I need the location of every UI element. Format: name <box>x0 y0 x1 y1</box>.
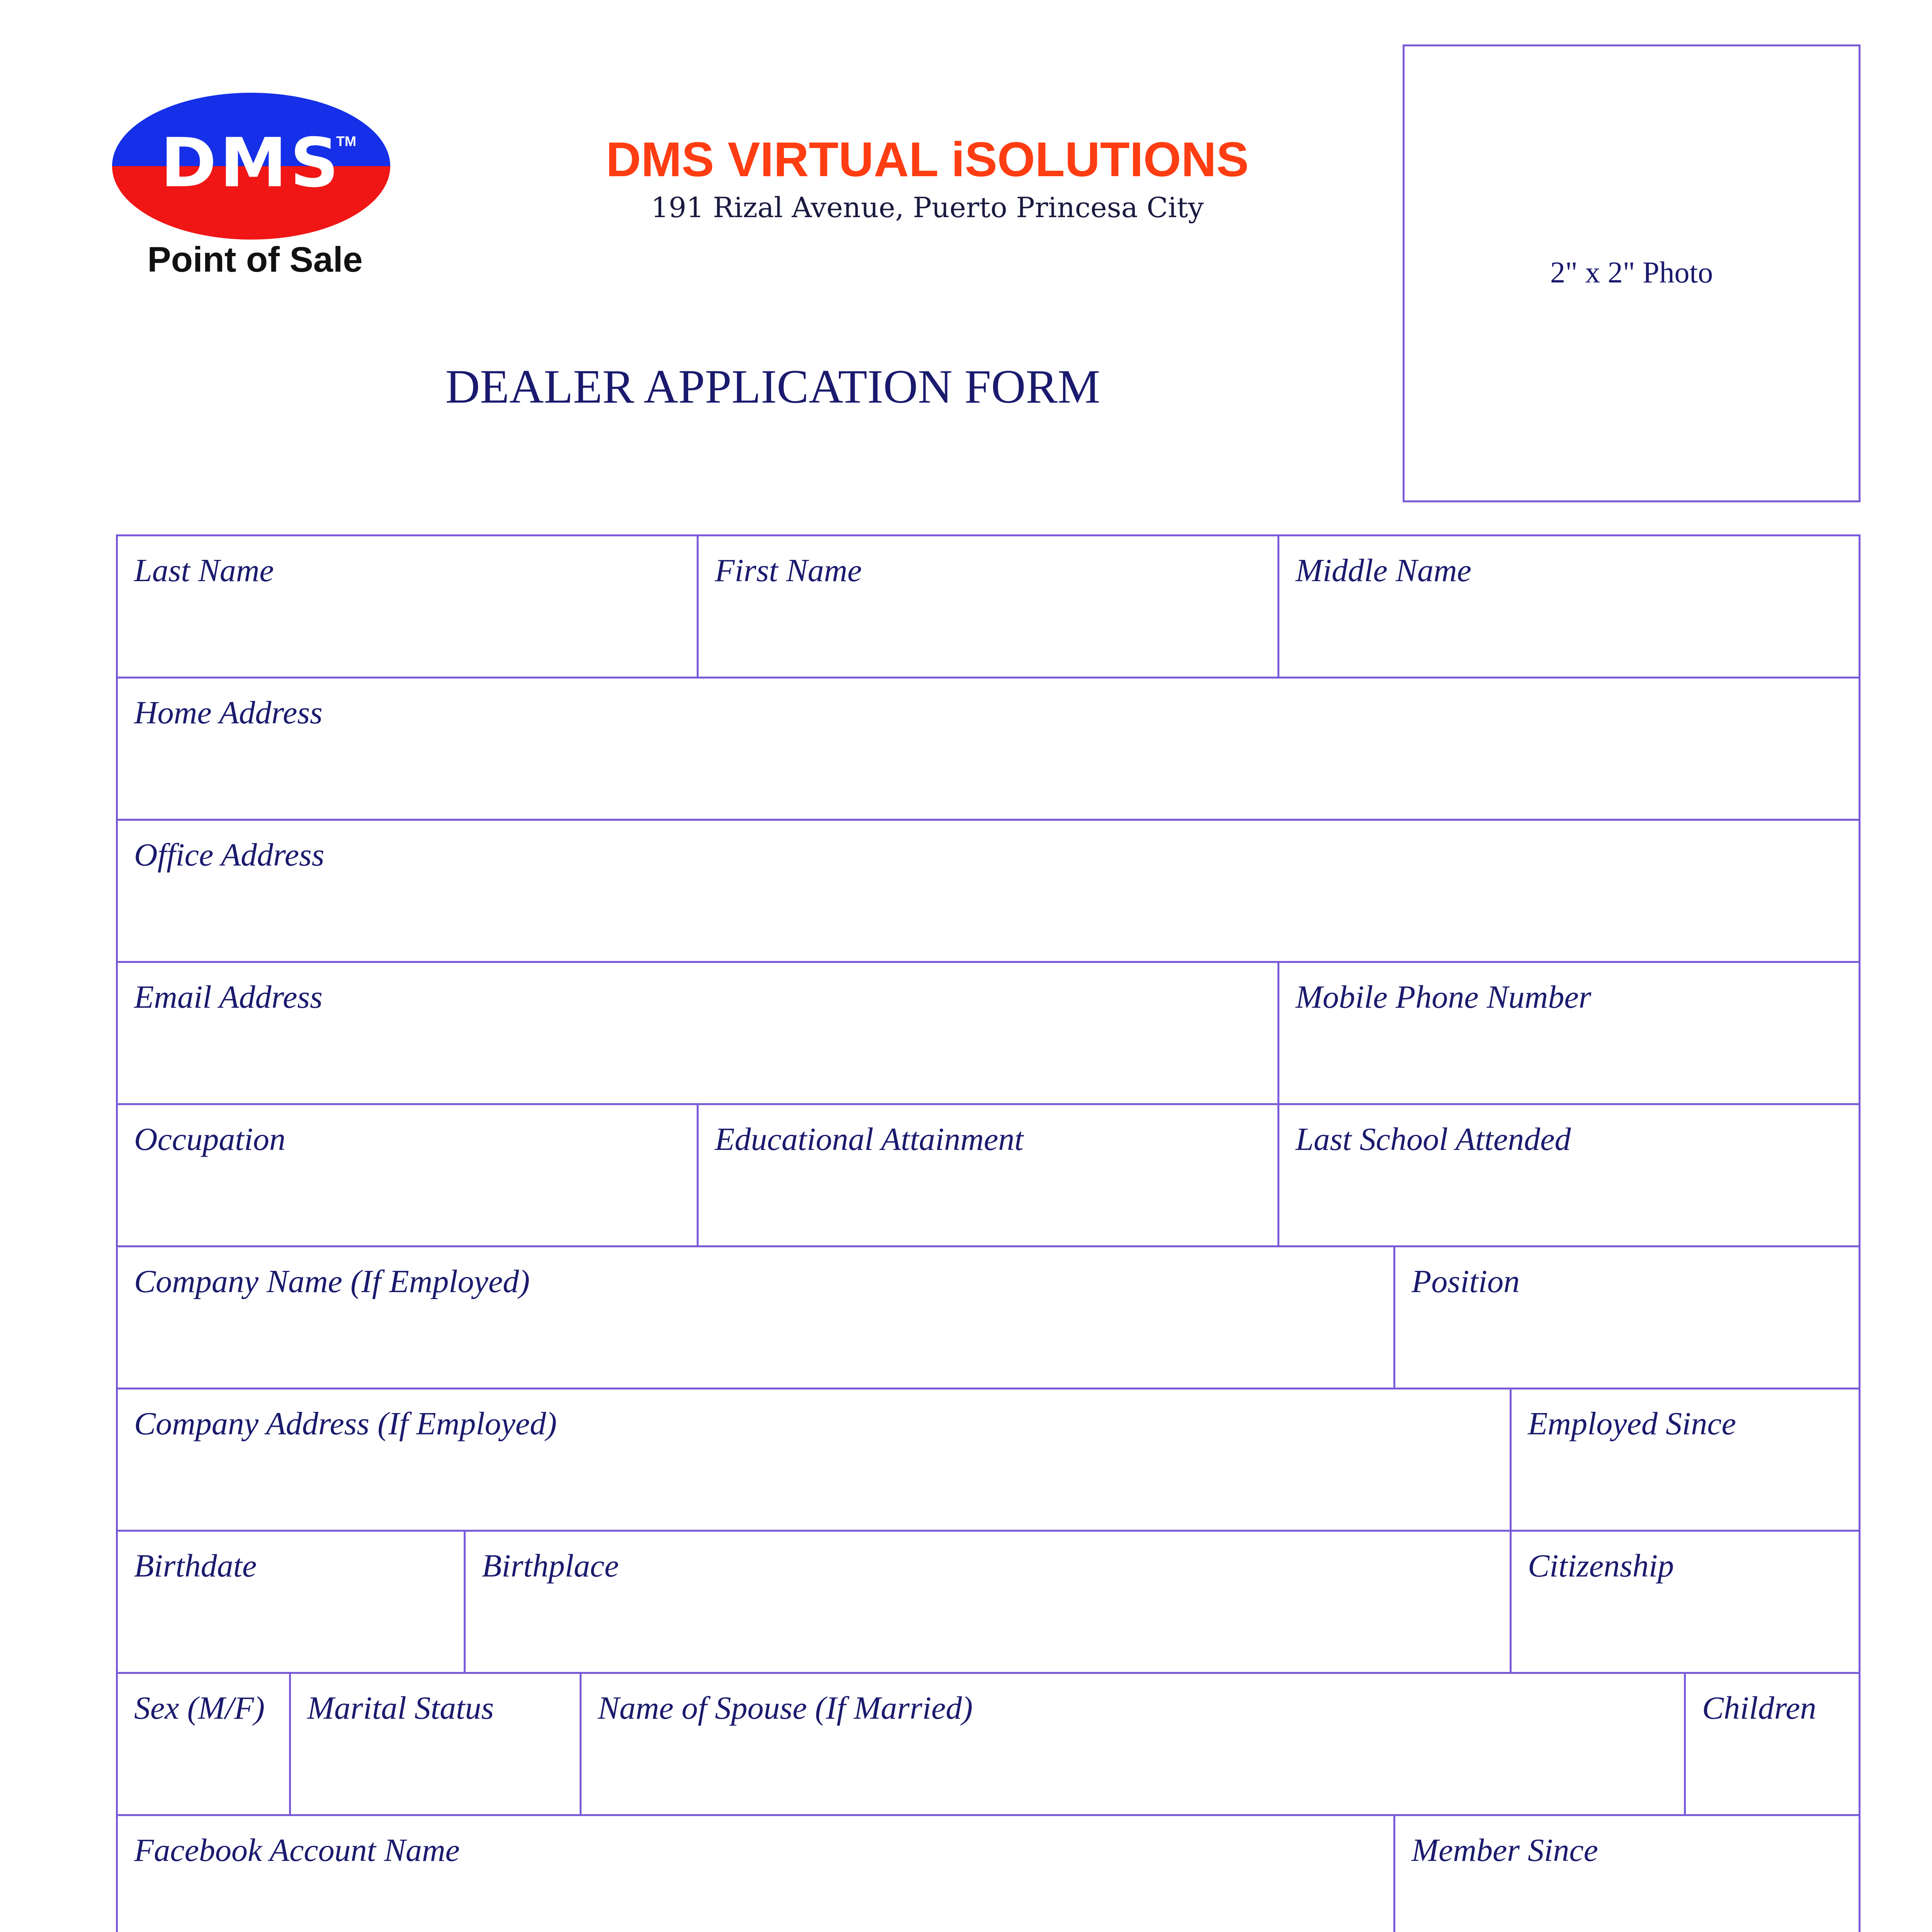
birthdate-field[interactable] <box>116 1530 466 1674</box>
spouse-name-field[interactable] <box>580 1672 1686 1816</box>
middle-name-label: Middle Name <box>1296 553 1471 588</box>
position-label: Position <box>1412 1264 1520 1299</box>
company-address-field[interactable] <box>116 1388 1512 1532</box>
position-field[interactable] <box>1393 1245 1861 1389</box>
facebook-account-label: Facebook Account Name <box>134 1832 460 1868</box>
marital-status-label: Marital Status <box>307 1690 494 1726</box>
office-address-field[interactable] <box>116 819 1861 963</box>
company-name-field[interactable] <box>116 1245 1395 1389</box>
citizenship-label: Citizenship <box>1528 1548 1674 1584</box>
middle-name-field[interactable] <box>1277 534 1861 679</box>
birthplace-field[interactable] <box>464 1530 1512 1674</box>
sex-label: Sex (M/F) <box>134 1690 265 1726</box>
company-address-label: Company Address (If Employed) <box>134 1406 557 1442</box>
company-address: 191 Rizal Avenue, Puerto Princesa City <box>651 191 1204 224</box>
logo-wordmark: DMS <box>160 124 342 202</box>
children-label: Children <box>1702 1690 1816 1726</box>
company-name-label: Company Name (If Employed) <box>134 1264 530 1299</box>
last-school-attended-label: Last School Attended <box>1296 1121 1571 1157</box>
birthplace-label: Birthplace <box>482 1548 619 1584</box>
member-since-field[interactable] <box>1393 1814 1861 1932</box>
home-address-label: Home Address <box>134 695 323 731</box>
occupation-field[interactable] <box>116 1103 699 1247</box>
logo-trademark: TM <box>336 133 356 149</box>
email-address-field[interactable] <box>116 961 1279 1105</box>
home-address-field[interactable] <box>116 677 1861 821</box>
office-address-label: Office Address <box>134 837 325 873</box>
facebook-account-field[interactable] <box>116 1814 1395 1932</box>
spouse-name-label: Name of Spouse (If Married) <box>598 1690 973 1726</box>
employed-since-field[interactable] <box>1510 1388 1861 1532</box>
mobile-phone-label: Mobile Phone Number <box>1296 979 1592 1015</box>
birthdate-label: Birthdate <box>134 1548 257 1584</box>
photo-label: 2" x 2" Photo <box>1550 255 1713 289</box>
sex-field[interactable] <box>116 1672 291 1816</box>
first-name-field[interactable] <box>697 534 1279 679</box>
last-name-label: Last Name <box>134 553 274 588</box>
occupation-label: Occupation <box>134 1121 286 1157</box>
member-since-label: Member Since <box>1412 1832 1598 1868</box>
mobile-phone-field[interactable] <box>1277 961 1861 1105</box>
children-field[interactable] <box>1684 1672 1861 1816</box>
email-address-label: Email Address <box>134 979 323 1015</box>
last-school-attended-field[interactable] <box>1277 1103 1861 1247</box>
logo-subtitle: Point of Sale <box>147 240 363 279</box>
citizenship-field[interactable] <box>1510 1530 1861 1674</box>
marital-status-field[interactable] <box>289 1672 582 1816</box>
educational-attainment-field[interactable] <box>697 1103 1279 1247</box>
first-name-label: First Name <box>715 553 862 588</box>
educational-attainment-label: Educational Attainment <box>715 1121 1024 1157</box>
last-name-field[interactable] <box>116 534 699 679</box>
photo-box <box>1403 44 1861 502</box>
dms-logo <box>112 93 390 240</box>
employed-since-label: Employed Since <box>1528 1406 1736 1442</box>
company-name: DMS VIRTUAL iSOLUTIONS <box>606 132 1249 187</box>
form-title: DEALER APPLICATION FORM <box>445 360 1100 413</box>
